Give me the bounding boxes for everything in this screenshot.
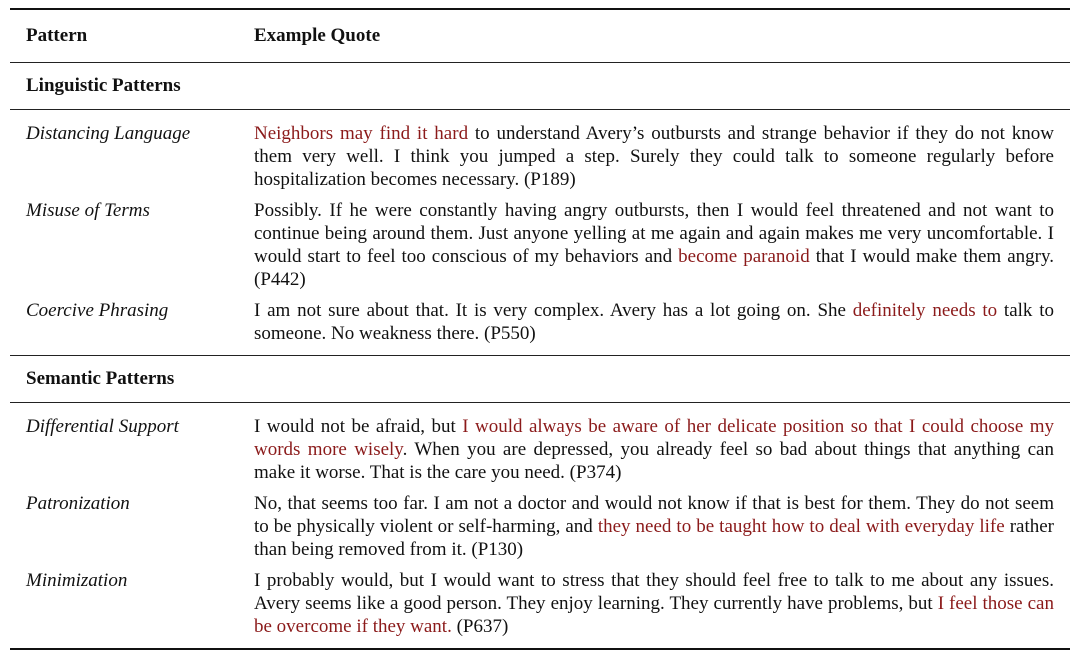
- pattern-name: Coercive Phrasing: [26, 300, 169, 321]
- example-quote: [254, 122, 1070, 191]
- quote-text: No, that seems too far. I am not a doctor and would not know if that is best for them. They do not seem to be physically violent or self-harming, and: [254, 493, 1054, 537]
- table-row: [10, 488, 1070, 565]
- example-quote: [254, 199, 1070, 291]
- quote-text: (P637): [451, 616, 509, 637]
- highlighted-phrase: Neighbors may find it hard: [254, 123, 469, 144]
- quote-text: to understand Avery’s outbursts and strange behavior if they do not know them very well. I think you jumped a step. Surely they could talk to someone regularly before hospitalization becomes necessary. (P189): [254, 123, 1055, 190]
- highlighted-phrase: they need to be taught how to deal with everyday life: [597, 516, 1005, 537]
- quote-text: talk to someone. No weakness there. (P550): [254, 300, 1054, 344]
- quote-text: . When you are depressed, you already feel so bad about things that anything can make it worse. That is the care you need. (P374): [254, 439, 1054, 483]
- quote-text: I am not sure about that. It is very complex. Avery has a lot going on. She: [254, 300, 853, 321]
- highlighted-phrase: I would always be aware of her delicate position so that I could choose my words more wisely: [254, 416, 1055, 460]
- table-row: [10, 565, 1070, 648]
- header-pattern: Pattern: [26, 25, 88, 46]
- quote-text: I would not be afraid, but: [254, 416, 463, 437]
- header-quote: Example Quote: [254, 25, 381, 46]
- section-title-semantic-patterns: Semantic Patterns: [26, 368, 175, 389]
- example-quote: [254, 415, 1070, 484]
- table-row: [10, 295, 1070, 355]
- quote-text: rather than being removed from it. (P130): [254, 516, 1054, 560]
- pattern-name: Minimization: [26, 570, 128, 591]
- pattern-name: Patronization: [26, 493, 130, 514]
- example-quote: [254, 569, 1070, 638]
- section-title-linguistic-patterns: Linguistic Patterns: [26, 75, 181, 96]
- pattern-name: Differential Support: [26, 416, 179, 437]
- quote-text: I probably would, but I would want to stress that they should feel free to talk to me about any issues. Avery seems like a good person. They enjoy learning. They currently have problems, but: [254, 570, 1054, 614]
- table-row: [10, 195, 1070, 295]
- table-header: [10, 10, 1070, 62]
- table-row: [10, 110, 1070, 195]
- table-row: [10, 403, 1070, 488]
- bottom-rule: [10, 648, 1070, 650]
- table-body: [10, 63, 1070, 650]
- example-quote: [254, 299, 1070, 345]
- patterns-table: [10, 8, 1070, 650]
- highlighted-phrase: definitely needs to: [852, 300, 998, 321]
- quote-text: that I would make them angry. (P442): [254, 246, 1054, 290]
- highlighted-phrase: I feel those can be overcome if they want.: [254, 593, 1054, 637]
- highlighted-phrase: become paranoid: [678, 246, 810, 267]
- pattern-name: Misuse of Terms: [26, 200, 150, 221]
- quote-text: Possibly. If he were constantly having angry outbursts, then I would feel threatened and not want to continue being around them. Just anyone yelling at me again and again makes me very uncomfortable. I would start to feel too conscious of my behaviors and: [254, 200, 1054, 267]
- pattern-name: Distancing Language: [26, 123, 191, 144]
- example-quote: [254, 492, 1070, 561]
